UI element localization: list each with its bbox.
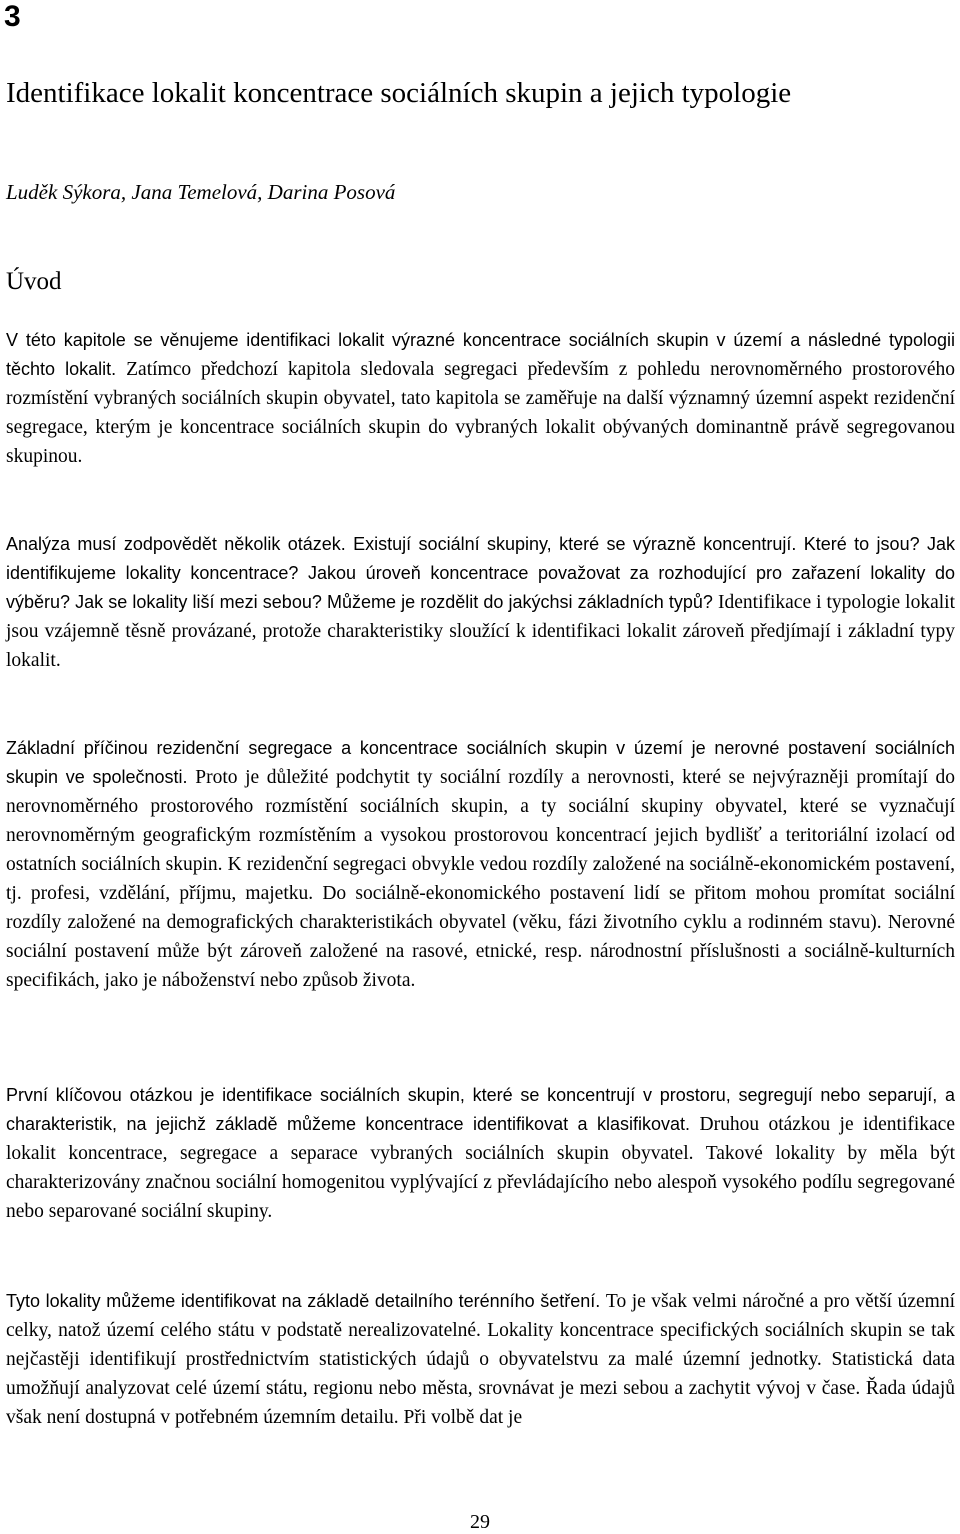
- paragraph-3-rest: Proto je důležité podchytit ty sociální rozdíly a nerovnosti, které se nejvýrazněji promítají do nerovnoměrného prostorového rozmístění sociálních skupin, a ty sociální skupiny obyvatel, které se vyznačují nerovnoměrným geografickým rozmístěním a vysokou prostorovou koncentrací jejich bydlišť a teritoriální izolací od ostatních sociálních skupin. K rezidenční segregaci obvykle vedou rozdíly založené na sociálně-ekonomickém postavení, tj. profesi, vzdělání, příjmu, majetku. Do sociálně-ekonomického postavení lidí se přitom mohou promítat sociální rozdíly založené na demografických charakteristikách obyvatel (věku, fázi životního cyklu a rodinném stavu). Nerovné sociální postavení může být zároveň založené na rasové, etnické, resp. národnostní příslušnosti a sociálně-kulturních specifikách, jako je náboženství nebo způsob života.: [6, 767, 955, 991]
- paragraph-3-intro: Základní příčinou rezidenční segregace a koncentrace sociálních skupin v území je nerovné postavení sociálních skupin ve společnosti.: [6, 738, 955, 787]
- paragraph-2-intro: Analýza musí zodpovědět několik otázek. Existují sociální skupiny, které se výrazně koncentrují. Které to jsou? Jak identifikujeme lokality koncentrace? Jakou úroveň koncentrace považovat za rozhodující pro zařazení lokality do výběru? Jak se lokality liší mezi sebou? Můžeme je rozdělit do jakýchsi základních typů?: [6, 534, 955, 612]
- paragraph-5-rest: To je však velmi náročné a pro větší územní celky, natož území celého státu v podstatě nerealizovatelné. Lokality koncentrace specifických sociálních skupin se tak nejčastěji identifikují prostřednictvím statistických údajů o obyvatelstvu za malé územní jednotky. Statistická data umožňují analyzovat celé území státu, regionu nebo města, srovnávat je mezi sebou a zachytit vývoj v čase. Řada údajů však není dostupná v potřebném územním detailu. Při volbě dat je: [6, 1291, 955, 1428]
- paragraph-4-intro: První klíčovou otázkou je identifikace sociálních skupin, které se koncentrují v prostoru, segregují nebo separují, a charakteristik, na jejichž základě můžeme koncentrace identifikovat a klasifikovat.: [6, 1085, 955, 1134]
- chapter-number: 3: [4, 0, 21, 33]
- paragraph-5: [6, 1287, 955, 1432]
- paragraph-1: [6, 326, 955, 471]
- page-number: 29: [470, 1511, 490, 1533]
- paragraph-4: [6, 1081, 955, 1226]
- section-heading: Úvod: [6, 268, 62, 295]
- chapter-title: Identifikace lokalit koncentrace sociálních skupin a jejich typologie: [6, 77, 792, 109]
- paragraph-3: [6, 734, 955, 995]
- paragraph-2-rest: Identifikace i typologie lokalit jsou vzájemně těsně provázané, protože charakteristiky sloužící k identifikaci lokalit zároveň předjímají i základní typy lokalit.: [6, 592, 955, 671]
- paragraph-2: [6, 530, 955, 675]
- paragraph-5-intro: Tyto lokality můžeme identifikovat na základě detailního terénního šetření.: [6, 1291, 606, 1311]
- paragraph-4-rest: Druhou otázkou je identifikace lokalit koncentrace, segregace a separace vybraných sociálních skupin obyvatel. Takové lokality by měla být charakterizovány značnou sociální homogenitou vyplývající z převládajícího nebo alespoň vysokého podílu segregované nebo separované sociální skupiny.: [6, 1114, 955, 1222]
- paragraph-1-rest: Zatímco předchozí kapitola sledovala segregaci především z pohledu nerovnoměrného prostorového rozmístění vybraných sociálních skupin obyvatel, tato kapitola se zaměřuje na další významný územní aspekt rezidenční segregace, kterým je koncentrace sociálních skupin do vybraných lokalit obývaných dominantně právě segregovanou skupinou.: [6, 359, 955, 467]
- chapter-authors: Luděk Sýkora, Jana Temelová, Darina Posová: [6, 180, 396, 204]
- paragraph-1-intro: V této kapitole se věnujeme identifikaci lokalit výrazné koncentrace sociálních skupin v území a následné typologii těchto lokalit.: [6, 330, 955, 379]
